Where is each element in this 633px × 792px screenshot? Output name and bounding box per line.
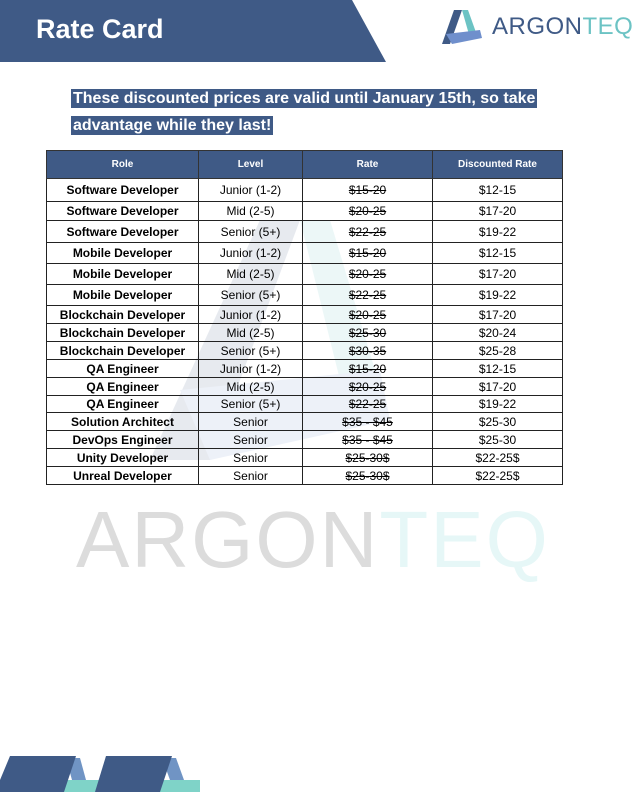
discount-notice [71,85,541,139]
table-row [47,396,563,413]
level-cell: Senior [199,467,303,485]
rate-cell: $25-30 [303,324,433,342]
role-cell: QA Engineer [47,396,199,413]
logo-mark-icon [440,8,484,46]
table-row [47,202,563,221]
discounted-rate-cell: $25-30 [433,431,563,449]
discounted-rate-cell: $12-15 [433,243,563,264]
rate-cell: $35 - $45 [303,431,433,449]
table-row [47,431,563,449]
level-cell: Senior (5+) [199,396,303,413]
role-cell: Blockchain Developer [47,324,199,342]
rate-cell: $20-25 [303,264,433,285]
column-header-discounted-rate: Discounted Rate [433,151,563,179]
rate-cell: $25-30$ [303,449,433,467]
level-cell: Senior (5+) [199,221,303,243]
table-row [47,413,563,431]
discounted-rate-cell: $19-22 [433,396,563,413]
discounted-rate-cell: $20-24 [433,324,563,342]
level-cell: Senior (5+) [199,285,303,306]
table-row [47,285,563,306]
logo-text-main: ARGON [492,13,583,40]
level-cell: Mid (2-5) [199,202,303,221]
role-cell: Software Developer [47,221,199,243]
discounted-rate-cell: $17-20 [433,378,563,396]
table-row [47,378,563,396]
rate-cell: $25-30$ [303,467,433,485]
level-cell: Mid (2-5) [199,324,303,342]
level-cell: Junior (1-2) [199,243,303,264]
watermark-accent: TEQ [379,495,550,584]
page-title: Rate Card [36,14,164,44]
role-cell: Blockchain Developer [47,306,199,324]
argonteq-logo [440,8,633,46]
role-cell: Blockchain Developer [47,342,199,360]
discounted-rate-cell: $17-20 [433,264,563,285]
table-row [47,221,563,243]
table-row [47,342,563,360]
rate-cell: $15-20 [303,360,433,378]
column-header-role: Role [47,151,199,179]
role-cell: Software Developer [47,179,199,202]
role-cell: Unreal Developer [47,467,199,485]
role-cell: Unity Developer [47,449,199,467]
table-row [47,306,563,324]
discounted-rate-cell: $19-22 [433,221,563,243]
discounted-rate-cell: $25-28 [433,342,563,360]
role-cell: QA Engineer [47,360,199,378]
table-row [47,449,563,467]
column-header-rate: Rate [303,151,433,179]
notice-text: These discounted prices are valid until January 15th, so take advantage while they last! [73,90,536,134]
discounted-rate-cell: $17-20 [433,202,563,221]
table-row [47,360,563,378]
role-cell: Mobile Developer [47,285,199,306]
rate-table [46,150,563,485]
level-cell: Mid (2-5) [199,264,303,285]
level-cell: Junior (1-2) [199,306,303,324]
level-cell: Senior [199,431,303,449]
discounted-rate-cell: $12-15 [433,360,563,378]
watermark-main: ARGON [76,495,380,584]
table-row [47,264,563,285]
watermark-text [76,495,550,584]
discounted-rate-cell: $19-22 [433,285,563,306]
discounted-rate-cell: $25-30 [433,413,563,431]
table-row [47,179,563,202]
rate-cell: $20-25 [303,378,433,396]
level-cell: Senior [199,413,303,431]
column-header-level: Level [199,151,303,179]
table-row [47,243,563,264]
discounted-rate-cell: $22-25$ [433,449,563,467]
rate-cell: $22-25 [303,285,433,306]
level-cell: Junior (1-2) [199,360,303,378]
role-cell: DevOps Engineer [47,431,199,449]
level-cell: Senior [199,449,303,467]
table-row [47,324,563,342]
table-row [47,467,563,485]
rate-cell: $22-25 [303,221,433,243]
level-cell: Mid (2-5) [199,378,303,396]
rate-cell: $15-20 [303,179,433,202]
rate-cell: $20-25 [303,306,433,324]
discounted-rate-cell: $22-25$ [433,467,563,485]
rate-cell: $35 - $45 [303,413,433,431]
rate-cell: $22-25 [303,396,433,413]
role-cell: Mobile Developer [47,264,199,285]
role-cell: Solution Architect [47,413,199,431]
discounted-rate-cell: $17-20 [433,306,563,324]
role-cell: QA Engineer [47,378,199,396]
level-cell: Senior (5+) [199,342,303,360]
rate-cell: $30-35 [303,342,433,360]
footer-decoration [0,740,200,792]
logo-text-accent: TEQ [582,13,633,40]
discounted-rate-cell: $12-15 [433,179,563,202]
role-cell: Software Developer [47,202,199,221]
rate-cell: $20-25 [303,202,433,221]
level-cell: Junior (1-2) [199,179,303,202]
role-cell: Mobile Developer [47,243,199,264]
rate-cell: $15-20 [303,243,433,264]
